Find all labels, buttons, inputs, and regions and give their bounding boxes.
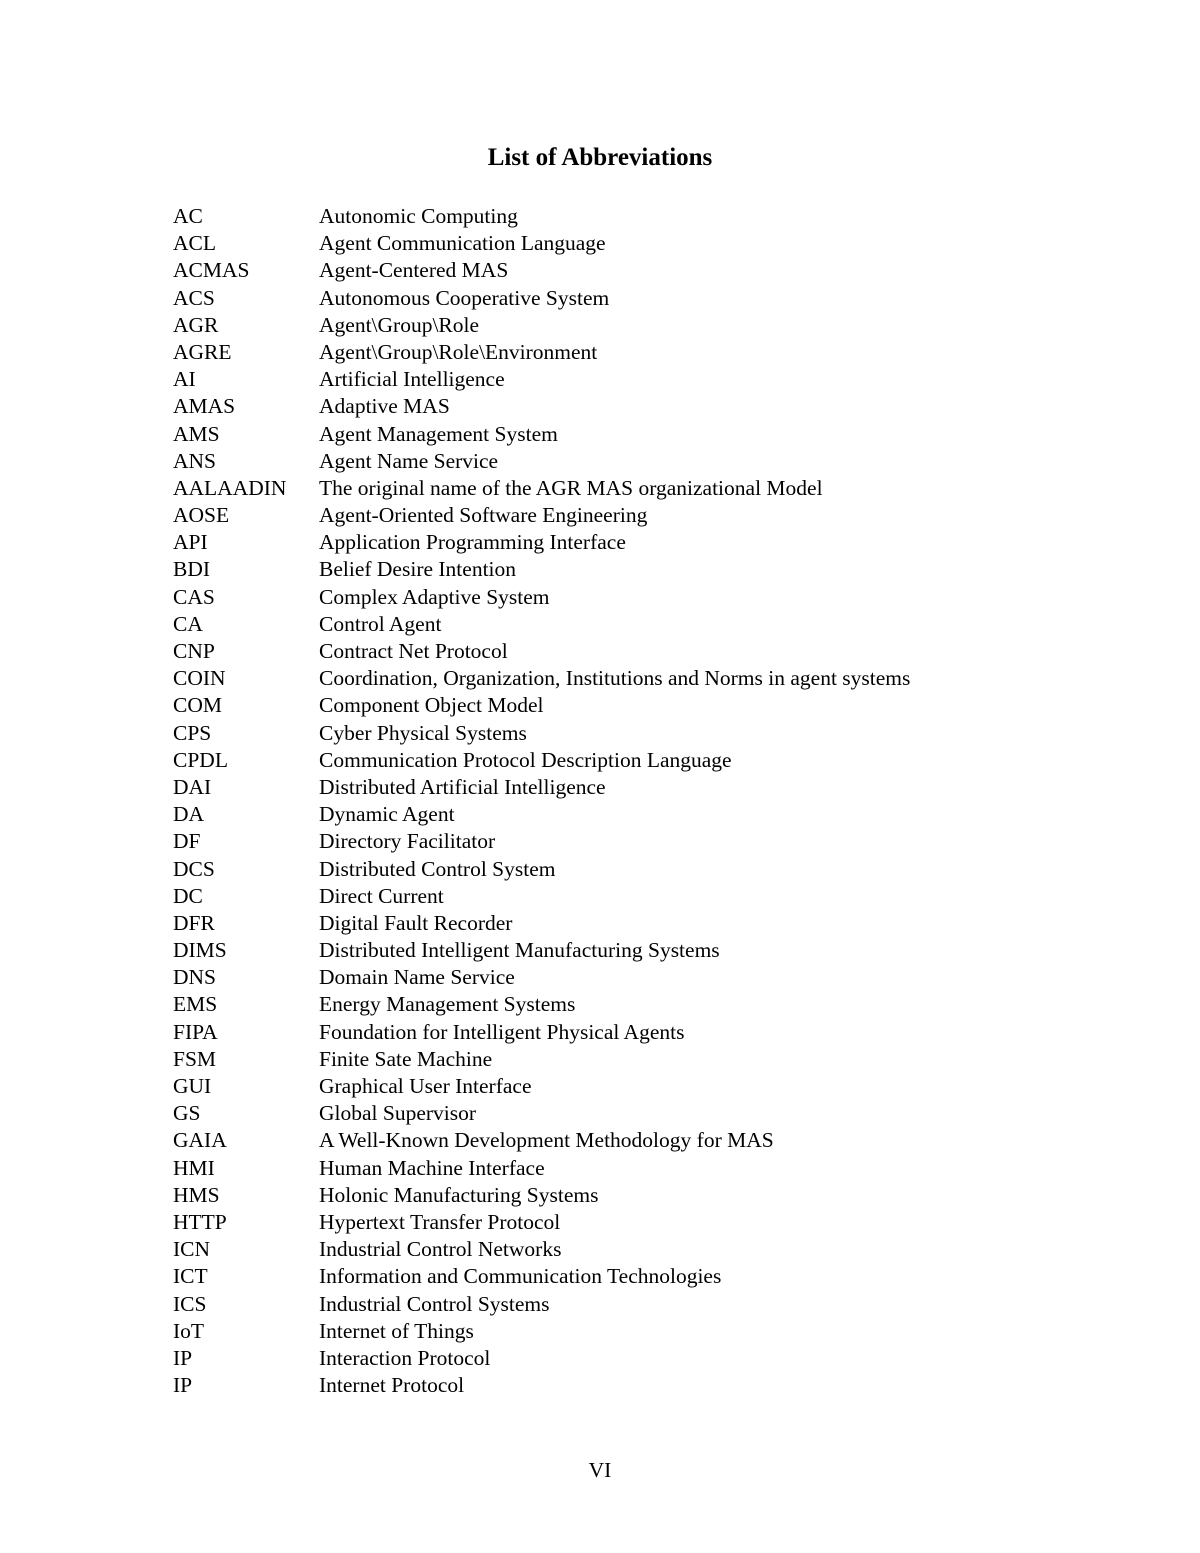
abbreviation-definition: Global Supervisor	[319, 1101, 477, 1126]
abbreviation-definition: Agent\Group\Role\Environment	[319, 339, 598, 364]
abbreviation-definition: Autonomic Computing	[319, 204, 518, 228]
abbreviation-definition: Coordination, Organization, Institutions and Norms in agent systems	[319, 666, 911, 691]
abbreviation-definition: Agent-Oriented Software Engineering	[319, 503, 648, 528]
abbreviation-row	[173, 937, 1073, 964]
abbreviation-term: CA	[173, 611, 203, 636]
abbreviation-definition: Finite Sate Machine	[319, 1046, 493, 1071]
abbreviation-term: GUI	[173, 1074, 212, 1098]
abbreviation-definition: Control Agent	[319, 611, 442, 636]
abbreviation-definition: Agent Communication Language	[319, 231, 606, 256]
abbreviation-definition: Distributed Artificial Intelligence	[319, 774, 606, 799]
abbreviation-term: ANS	[173, 448, 217, 473]
abbreviation-row	[173, 747, 1073, 774]
abbreviation-term: DCS	[173, 856, 215, 881]
abbreviation-term: COM	[173, 693, 222, 718]
abbreviation-row	[173, 801, 1073, 828]
abbreviation-term: CPDL	[173, 747, 228, 772]
abbreviation-term: AMS	[173, 421, 220, 446]
abbreviation-term: AOSE	[173, 503, 230, 528]
abbreviation-definition: Direct Current	[319, 883, 444, 908]
abbreviation-term: AGRE	[173, 339, 232, 364]
abbreviation-term: ACS	[173, 285, 215, 310]
abbreviation-row	[173, 1127, 1073, 1154]
abbreviation-row	[173, 366, 1073, 393]
abbreviation-definition: Component Object Model	[319, 693, 544, 718]
abbreviation-definition: Domain Name Service	[319, 965, 515, 990]
abbreviation-row	[173, 584, 1073, 611]
abbreviation-term: DA	[173, 802, 205, 827]
page-number: VI	[588, 1458, 612, 1482]
abbreviation-row	[173, 1046, 1073, 1073]
abbreviation-term: BDI	[173, 557, 211, 582]
abbreviation-definition: Application Programming Interface	[319, 530, 626, 555]
abbreviation-definition: Agent\Group\Role	[319, 312, 480, 337]
abbreviation-term: DIMS	[173, 938, 227, 963]
abbreviation-definition: The original name of the AGR MAS organizational Model	[319, 475, 823, 500]
abbreviation-term: API	[173, 530, 208, 555]
abbreviation-term: FIPA	[173, 1019, 218, 1044]
abbreviation-definition: Foundation for Intelligent Physical Agents	[319, 1019, 685, 1044]
abbreviation-row	[173, 1019, 1073, 1046]
abbreviation-definition: Internet Protocol	[319, 1373, 465, 1398]
abbreviation-definition: Holonic Manufacturing Systems	[319, 1182, 599, 1207]
abbreviation-row	[173, 339, 1073, 366]
abbreviation-term: HTTP	[173, 1209, 227, 1234]
abbreviation-row	[173, 856, 1073, 883]
abbreviation-definition: Distributed Control System	[319, 856, 556, 881]
abbreviation-definition: Industrial Control Networks	[319, 1237, 562, 1262]
abbreviation-term: AGR	[173, 312, 219, 337]
abbreviation-definition: Energy Management Systems	[319, 992, 576, 1017]
abbreviation-definition: Internet of Things	[319, 1318, 474, 1343]
abbreviation-row	[173, 421, 1073, 448]
abbreviation-row	[173, 1345, 1073, 1372]
abbreviation-row	[173, 883, 1073, 910]
abbreviation-row	[173, 611, 1073, 638]
abbreviation-row	[173, 556, 1073, 583]
abbreviation-row	[173, 529, 1073, 556]
abbreviation-definition: Distributed Intelligent Manufacturing Systems	[319, 938, 720, 963]
abbreviation-term: ICN	[173, 1237, 211, 1262]
abbreviation-definition: Cyber Physical Systems	[319, 720, 527, 745]
abbreviation-term: ACL	[173, 231, 216, 256]
abbreviation-row	[173, 393, 1073, 420]
abbreviation-row	[173, 828, 1073, 855]
abbreviation-term: DC	[173, 883, 203, 908]
abbreviation-row	[173, 1155, 1073, 1182]
abbreviation-definition: Information and Communication Technologies	[319, 1264, 722, 1289]
abbreviation-row	[173, 475, 1073, 502]
abbreviation-row	[173, 774, 1073, 801]
abbreviation-row	[173, 638, 1073, 665]
abbreviation-row	[173, 285, 1073, 312]
abbreviation-row	[173, 1263, 1073, 1290]
abbreviation-term: FSM	[173, 1046, 217, 1071]
abbreviation-term: DAI	[173, 774, 212, 799]
abbreviation-term: DF	[173, 829, 201, 854]
abbreviation-term: CPS	[173, 720, 212, 745]
abbreviation-term: HMI	[173, 1155, 215, 1180]
abbreviation-term: COIN	[173, 666, 226, 691]
abbreviation-row	[173, 1073, 1073, 1100]
abbreviation-row	[173, 502, 1073, 529]
abbreviation-definition: Hypertext Transfer Protocol	[319, 1209, 561, 1234]
abbreviation-row	[173, 964, 1073, 991]
abbreviation-definition: Complex Adaptive System	[319, 584, 550, 609]
abbreviation-term: ACMAS	[173, 258, 250, 283]
abbreviation-term: AI	[173, 367, 196, 392]
abbreviation-definition: Agent Name Service	[319, 448, 499, 473]
abbreviation-definition: Human Machine Interface	[319, 1155, 545, 1180]
abbreviation-term: AC	[173, 204, 203, 228]
abbreviation-row	[173, 692, 1073, 719]
abbreviation-row	[173, 203, 1073, 230]
abbreviation-term: EMS	[173, 992, 218, 1017]
abbreviation-list	[173, 203, 1073, 1399]
abbreviation-definition: Communication Protocol Description Language	[319, 747, 732, 772]
abbreviation-term: CNP	[173, 639, 215, 663]
abbreviation-term: AALAADIN	[173, 475, 287, 500]
abbreviation-row	[173, 1372, 1073, 1399]
abbreviation-definition: Agent Management System	[319, 421, 558, 446]
abbreviation-row	[173, 1209, 1073, 1236]
abbreviation-definition: Directory Facilitator	[319, 829, 496, 854]
abbreviation-term: ICS	[173, 1291, 207, 1316]
abbreviation-definition: Contract Net Protocol	[319, 639, 508, 663]
abbreviation-term: CAS	[173, 584, 215, 609]
abbreviation-definition: A Well-Known Development Methodology for MAS	[319, 1128, 774, 1153]
abbreviation-term: GS	[173, 1101, 201, 1126]
abbreviation-row	[173, 257, 1073, 284]
abbreviation-row	[173, 991, 1073, 1018]
abbreviation-definition: Dynamic Agent	[319, 802, 455, 827]
abbreviation-row	[173, 1182, 1073, 1209]
abbreviation-row	[173, 1100, 1073, 1127]
abbreviation-definition: Artificial Intelligence	[319, 367, 505, 392]
abbreviation-definition: Belief Desire Intention	[319, 557, 517, 582]
abbreviation-row	[173, 1291, 1073, 1318]
abbreviation-term: AMAS	[173, 394, 236, 419]
abbreviation-row	[173, 720, 1073, 747]
abbreviation-definition: Adaptive MAS	[319, 394, 450, 419]
abbreviation-term: ICT	[173, 1264, 208, 1289]
abbreviation-definition: Autonomous Cooperative System	[319, 285, 610, 310]
abbreviation-definition: Digital Fault Recorder	[319, 910, 513, 935]
abbreviation-term: IP	[173, 1345, 193, 1370]
abbreviation-term: GAIA	[173, 1128, 227, 1153]
page-title: List of Abbreviations	[487, 144, 713, 171]
abbreviation-row	[173, 910, 1073, 937]
abbreviation-definition: Interaction Protocol	[319, 1345, 491, 1370]
abbreviation-term: IoT	[173, 1318, 205, 1343]
abbreviation-row	[173, 1236, 1073, 1263]
abbreviation-row	[173, 312, 1073, 339]
abbreviation-definition: Graphical User Interface	[319, 1074, 532, 1098]
abbreviation-row	[173, 1318, 1073, 1345]
abbreviation-term: DNS	[173, 965, 217, 990]
abbreviation-term: IP	[173, 1373, 193, 1398]
abbreviation-term: HMS	[173, 1182, 220, 1207]
abbreviation-row	[173, 665, 1073, 692]
abbreviation-row	[173, 230, 1073, 257]
abbreviation-row	[173, 448, 1073, 475]
abbreviation-definition: Agent-Centered MAS	[319, 258, 509, 283]
abbreviation-term: DFR	[173, 910, 215, 935]
abbreviation-definition: Industrial Control Systems	[319, 1291, 550, 1316]
